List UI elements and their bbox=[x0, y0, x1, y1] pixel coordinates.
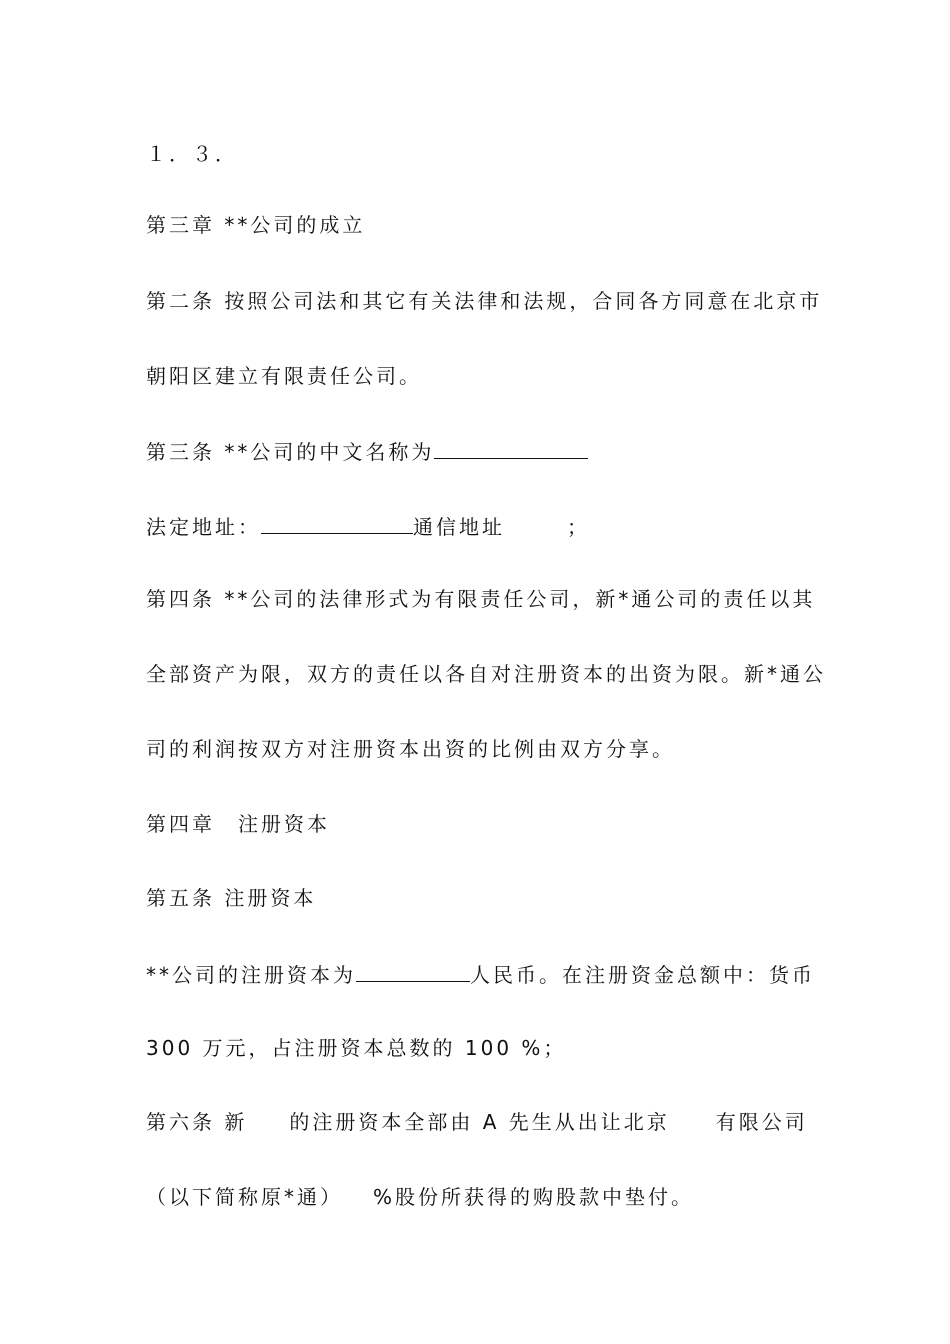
article-6-line-2 bbox=[146, 1183, 806, 1211]
address-line-end: ； bbox=[567, 515, 590, 539]
article-5-line-2: 300 万元，占注册资本总数的 100 %； bbox=[146, 1036, 567, 1060]
article-6-line-1 bbox=[146, 1108, 806, 1136]
article-6-text-b: 的注册资本全部由 A 先生从出让北京 bbox=[289, 1110, 670, 1134]
article-3-line bbox=[146, 436, 806, 466]
chapter-3-heading: 第三章 **公司的成立 bbox=[146, 213, 366, 237]
registered-capital-blank bbox=[356, 959, 470, 982]
article-3-text: 第三条 **公司的中文名称为 bbox=[146, 440, 435, 464]
article-5-title: 第五条 注册资本 bbox=[146, 886, 317, 910]
mailing-address-label: 通信地址 bbox=[413, 515, 505, 539]
legal-address-label: 法定地址： bbox=[146, 515, 261, 539]
article-6-text-c: 有限公司 bbox=[715, 1110, 808, 1134]
address-line bbox=[146, 511, 806, 541]
article-4-line-1: 第四条 **公司的法律形式为有限责任公司，新*通公司的责任以其 bbox=[146, 587, 816, 611]
section-number: １．３． bbox=[146, 142, 238, 166]
chinese-name-blank bbox=[434, 436, 588, 459]
article-5-line-1 bbox=[146, 959, 815, 989]
article-6-text-d: （以下简称原*通） bbox=[146, 1185, 343, 1209]
chapter-4-heading: 第四章 注册资本 bbox=[146, 812, 330, 836]
article-6-text-a: 第六条 新 bbox=[146, 1110, 248, 1134]
article-6-text-e: %股份所获得的购股款中垫付。 bbox=[373, 1185, 695, 1209]
article-4-line-3: 司的利润按双方对注册资本出资的比例由双方分享。 bbox=[146, 737, 675, 761]
article-2-line-1: 第二条 按照公司法和其它有关法律和法规，合同各方同意在北京市 bbox=[146, 289, 823, 313]
article-5-text-b: 人民币。在注册资金总额中：货币 bbox=[470, 963, 815, 987]
legal-address-blank bbox=[261, 511, 413, 534]
article-4-line-2: 全部资产为限，双方的责任以各自对注册资本的出资为限。新*通公 bbox=[146, 662, 826, 686]
article-2-line-2: 朝阳区建立有限责任公司。 bbox=[146, 364, 422, 388]
article-5-text-a: **公司的注册资本为 bbox=[146, 963, 356, 987]
